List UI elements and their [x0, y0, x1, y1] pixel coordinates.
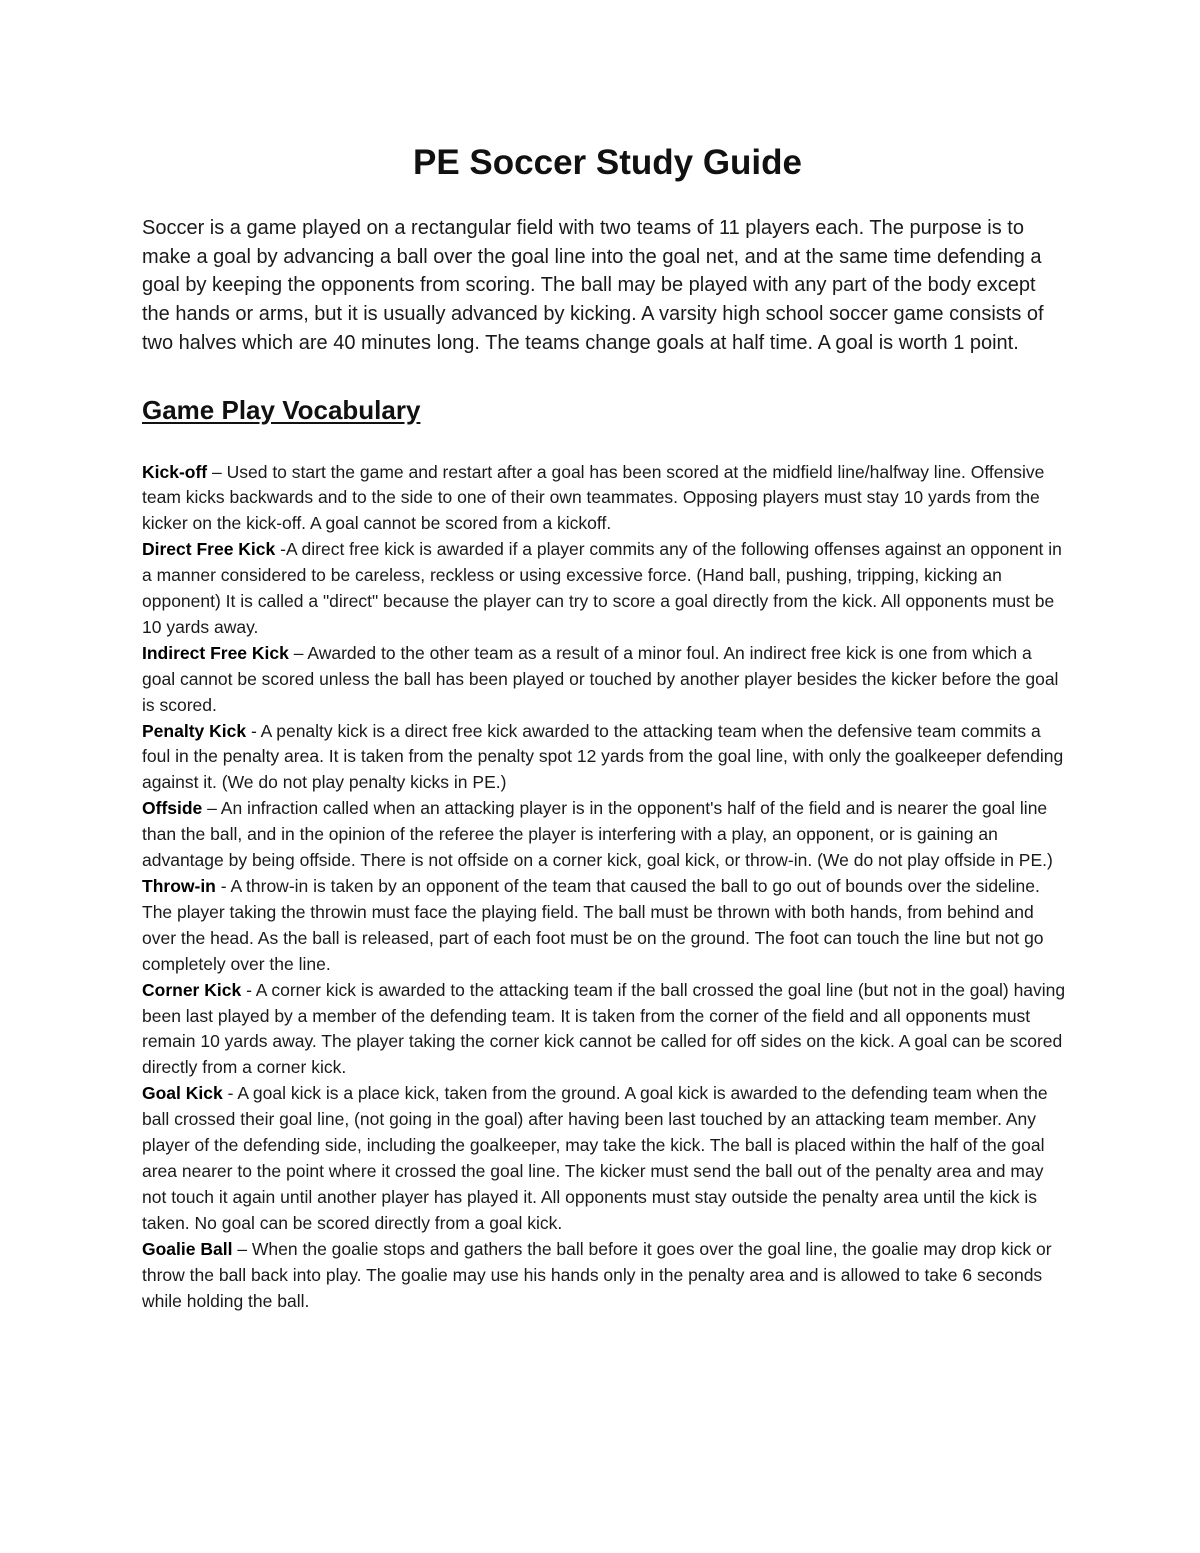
vocab-definition: – Used to start the game and restart after a goal has been scored at the midfield line/halfway line. Offensive team kicks backwards and to the side to one of their own teammates. Opposing players must stay 10 yards from the kicker on the kick-off. A goal cannot be scored from a kickoff.: [142, 461, 1045, 534]
vocab-term: Corner Kick: [142, 979, 242, 1000]
vocab-definition: – When the goalie stops and gathers the ball before it goes over the goal line, the goalie may drop kick or throw the ball back into play. The goalie may use his hands only in the penalty area and is allowed to take 6 seconds while holding the ball.: [142, 1238, 1052, 1311]
vocab-definition: -A direct free kick is awarded if a player commits any of the following offenses against an opponent in a manner considered to be careless, reckless or using excessive force. (Hand ball, pushing, tripping, kicking an opponent) It is called a "direct" because the player can try to score a goal directly from the kick. All opponents must be 10 yards away.: [142, 539, 1062, 637]
vocab-entry-indirect-free-kick: [142, 641, 1067, 719]
vocab-entry-throw-in: [142, 874, 1067, 978]
vocab-entry-direct-free-kick: [142, 537, 1067, 641]
vocab-term: Offside: [142, 798, 203, 819]
vocab-term: Goal Kick: [142, 1083, 223, 1104]
vocab-term: Throw-in: [142, 876, 216, 897]
vocab-term: Kick-off: [142, 461, 208, 482]
vocab-term: Penalty Kick: [142, 720, 247, 741]
vocab-definition: - A goal kick is a place kick, taken from the ground. A goal kick is awarded to the defending team when the ball crossed their goal line, (not going in the goal) after having been last touched by an attacking team member. Any player of the defending side, including the goalkeeper, may take the kick. The ball is placed within the half of the goal area nearer to the point where it crossed the goal line. The kicker must send the ball out of the penalty area and may not touch it again until another player has played it. All opponents must stay outside the penalty area until the kick is taken. No goal can be scored directly from a goal kick.: [142, 1083, 1048, 1233]
vocab-definition: - A corner kick is awarded to the attacking team if the ball crossed the goal line (but not in the goal) having been last played by a member of the defending team. It is taken from the corner of the field and all opponents must remain 10 yards away. The player taking the corner kick cannot be called for off sides on the kick. A goal can be scored directly from a corner kick.: [142, 979, 1066, 1078]
vocab-definition: - A penalty kick is a direct free kick awarded to the attacking team when the defensive team commits a foul in the penalty area. It is taken from the penalty spot 12 yards from the goal line, with only the goalkeeper defending against it. (We do not play penalty kicks in PE.): [142, 720, 1064, 793]
section-heading-vocabulary: Game Play Vocabulary: [142, 394, 421, 425]
vocab-entry-goalie-ball: [142, 1237, 1067, 1315]
document-page: [142, 138, 1067, 1314]
vocab-entry-corner-kick: [142, 978, 1067, 1082]
document-title: PE Soccer Study Guide: [413, 143, 802, 182]
vocab-term: Goalie Ball: [142, 1238, 233, 1259]
vocab-definition: – An infraction called when an attacking player is in the opponent's half of the field and is nearer the goal line than the ball, and in the opinion of the referee the player is interfering with a play, an opponent, or is gaining an advantage by being offside. There is not offside on a corner kick, goal kick, or throw-in. (We do not play offside in PE.): [142, 798, 1053, 871]
vocab-definition: - A throw-in is taken by an opponent of the team that caused the ball to go out of bounds over the sideline. The player taking the throwin must face the playing field. The ball must be thrown with both hands, from behind and over the head. As the ball is released, part of each foot must be on the ground. The foot can touch the line but not go completely over the line.: [142, 876, 1044, 974]
vocab-definition: – Awarded to the other team as a result of a minor foul. An indirect free kick is one from which a goal cannot be scored unless the ball has been played or touched by another player besides the kicker before the goal is scored.: [142, 642, 1059, 715]
vocab-entry-penalty-kick: [142, 719, 1067, 797]
vocabulary-list: [142, 460, 1067, 1315]
vocab-entry-offside: [142, 796, 1067, 874]
vocab-entry-kick-off: [142, 460, 1067, 538]
vocab-term: Direct Free Kick: [142, 539, 276, 560]
intro-paragraph: Soccer is a game played on a rectangular field with two teams of 11 players each. The purpose is to make a goal by advancing a ball over the goal line into the goal net, and at the same time defending a goal by keeping the opponents from scoring. The ball may be played with any part of the body except the hands or arms, but it is usually advanced by kicking. A varsity high school soccer game consists of two halves which are 40 minutes long. The teams change goals at half time. A goal is worth 1 point.: [142, 217, 1044, 354]
vocab-entry-goal-kick: [142, 1081, 1067, 1236]
vocab-term: Indirect Free Kick: [142, 642, 289, 663]
